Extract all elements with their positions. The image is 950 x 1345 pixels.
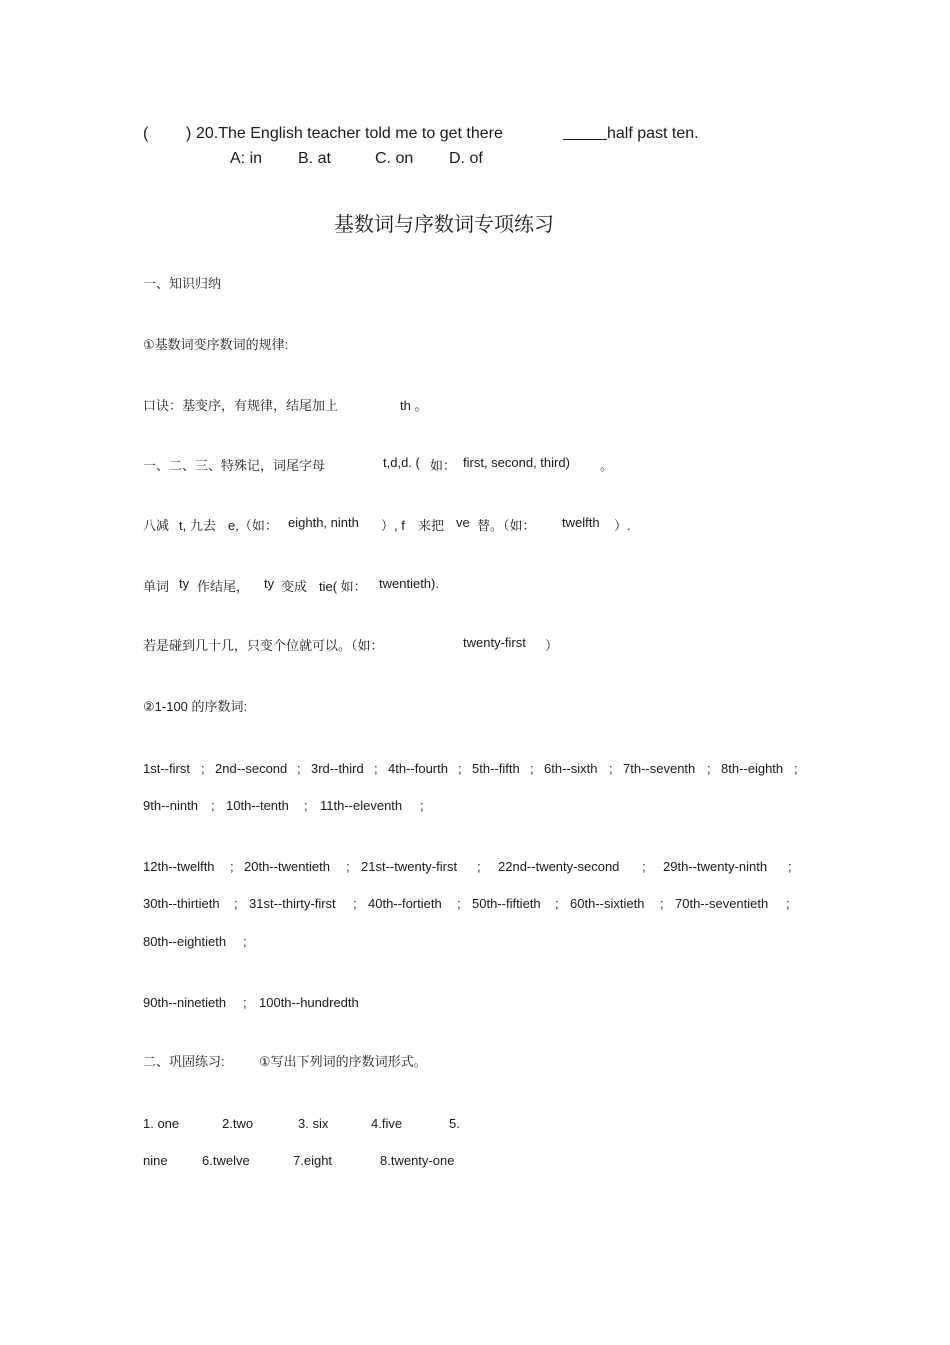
separator: ; bbox=[530, 761, 534, 776]
option-c: C. on bbox=[375, 150, 414, 167]
rule-3-part: ty bbox=[264, 576, 275, 591]
rule-2-part: 来把 bbox=[418, 518, 445, 533]
ordinal-item: 11th--eleventh bbox=[320, 798, 403, 813]
rule-2-part: t, 九去 bbox=[179, 518, 216, 533]
ordinal-item: 4th--fourth bbox=[388, 761, 448, 776]
separator: ; bbox=[788, 859, 792, 874]
rule-3-part: twentieth). bbox=[379, 576, 439, 591]
ordinal-item: 6th--sixth bbox=[544, 761, 598, 776]
rhyme-suffix: th 。 bbox=[400, 398, 428, 413]
answer-blank bbox=[563, 125, 607, 145]
rule-3-part: 变成 bbox=[281, 579, 308, 594]
section-2-heading: 二、巩固练习: bbox=[143, 1054, 225, 1069]
separator: ; bbox=[458, 761, 462, 776]
option-a: A: in bbox=[230, 150, 263, 167]
rule-4-part: 若是碰到几十几，只变个位就可以。（如： bbox=[143, 638, 384, 653]
rule-2-part: 八减 bbox=[143, 518, 170, 533]
ordinal-item: 40th--fortieth bbox=[368, 896, 442, 911]
ordinal-item: 8th--eighth bbox=[721, 761, 784, 776]
separator: ; bbox=[201, 761, 205, 776]
rule-1-part: first, second, third) bbox=[463, 455, 570, 470]
separator: ; bbox=[477, 859, 481, 874]
separator: ; bbox=[234, 896, 238, 911]
ordinal-item: 2nd--second bbox=[215, 761, 288, 776]
question-text-after: half past ten. bbox=[607, 125, 699, 142]
exercise-item: 2.two bbox=[222, 1116, 254, 1131]
separator: ; bbox=[297, 761, 301, 776]
ordinal-item: 1st--first bbox=[143, 761, 190, 776]
rule-4-part: ） bbox=[545, 638, 559, 653]
rule-1-part: 一、二、三、特殊记，词尾字母 bbox=[143, 458, 326, 473]
exercise-item: nine bbox=[143, 1153, 168, 1168]
exercise-item: 1. one bbox=[143, 1116, 180, 1131]
rhyme-text: 口诀：基变序，有规律，结尾加上 bbox=[143, 398, 339, 413]
rule-1-part: 。 bbox=[600, 458, 614, 473]
ordinal-item: 3rd--third bbox=[311, 761, 364, 776]
ordinal-list-heading: ②1-100 的序数词: bbox=[143, 699, 248, 714]
separator: ; bbox=[794, 761, 798, 776]
separator: ; bbox=[786, 896, 790, 911]
rule-2-part: 替。（如： bbox=[477, 518, 536, 533]
ordinal-item: 31st--thirty-first bbox=[249, 896, 336, 911]
exercise-item: 6.twelve bbox=[202, 1153, 250, 1168]
option-d: D. of bbox=[449, 150, 483, 167]
rule-heading: ①基数词变序数词的规律: bbox=[143, 337, 289, 352]
exercise-item: 3. six bbox=[298, 1116, 329, 1131]
separator: ; bbox=[230, 859, 234, 874]
ordinal-item: 20th--twentieth bbox=[244, 859, 330, 874]
exercise-item: 7.eight bbox=[293, 1153, 333, 1168]
separator: ; bbox=[243, 934, 247, 949]
rule-1-part: 如： bbox=[430, 458, 457, 473]
ordinal-item: 30th--thirtieth bbox=[143, 896, 220, 911]
rule-2-part: eighth, ninth bbox=[288, 515, 359, 530]
ordinal-item: 9th--ninth bbox=[143, 798, 198, 813]
separator: ; bbox=[346, 859, 350, 874]
separator: ; bbox=[555, 896, 559, 911]
separator: ; bbox=[374, 761, 378, 776]
separator: ; bbox=[457, 896, 461, 911]
paren-close: ) bbox=[186, 125, 192, 142]
rule-3-part: 单词 bbox=[143, 579, 170, 594]
ordinal-item: 5th--fifth bbox=[472, 761, 520, 776]
ordinal-item: 7th--seventh bbox=[623, 761, 696, 776]
separator: ; bbox=[304, 798, 308, 813]
separator: ; bbox=[609, 761, 613, 776]
rule-2-part: ）, f bbox=[381, 518, 405, 533]
paren-open: ( bbox=[143, 125, 149, 142]
question-text: 20.The English teacher told me to get there bbox=[196, 125, 503, 142]
section-2-instruction: ①写出下列词的序数词形式。 bbox=[259, 1054, 427, 1069]
ordinal-item: 21st--twenty-first bbox=[361, 859, 458, 874]
ordinal-item: 70th--seventieth bbox=[675, 896, 769, 911]
separator: ; bbox=[642, 859, 646, 874]
separator: ; bbox=[707, 761, 711, 776]
separator: ; bbox=[211, 798, 215, 813]
ordinal-item: 90th--ninetieth bbox=[143, 995, 227, 1010]
rule-2-part: ve bbox=[456, 515, 470, 530]
ordinal-item: 12th--twelfth bbox=[143, 859, 215, 874]
rule-1-part: t,d,d. ( bbox=[383, 455, 420, 470]
option-b: B. at bbox=[298, 150, 331, 167]
separator: ; bbox=[353, 896, 357, 911]
section-1-heading: 一、知识归纳 bbox=[143, 276, 222, 291]
ordinal-item: 50th--fiftieth bbox=[472, 896, 541, 911]
rule-3-part: tie( 如： bbox=[319, 579, 367, 594]
ordinal-item: 10th--tenth bbox=[226, 798, 289, 813]
ordinal-item: 80th--eightieth bbox=[143, 934, 227, 949]
ordinal-item: 60th--sixtieth bbox=[570, 896, 645, 911]
rule-2-part: e,（如： bbox=[228, 518, 278, 533]
exercise-item: 8.twenty-one bbox=[380, 1153, 455, 1168]
page-title: 基数词与序数词专项练习 bbox=[334, 212, 554, 236]
rule-4-part: twenty-first bbox=[463, 635, 526, 650]
rule-3-part: ty bbox=[179, 576, 190, 591]
rule-2-part: ）. bbox=[614, 518, 631, 533]
ordinal-item: 22nd--twenty-second bbox=[498, 859, 620, 874]
ordinal-item: 100th--hundredth bbox=[259, 995, 359, 1010]
exercise-item: 4.five bbox=[371, 1116, 403, 1131]
rule-3-part: 作结尾， bbox=[197, 579, 250, 594]
rule-2-part: twelfth bbox=[562, 515, 600, 530]
separator: ; bbox=[660, 896, 664, 911]
separator: ; bbox=[243, 995, 247, 1010]
exercise-item: 5. bbox=[449, 1116, 460, 1131]
ordinal-item: 29th--twenty-ninth bbox=[663, 859, 768, 874]
separator: ; bbox=[420, 798, 424, 813]
